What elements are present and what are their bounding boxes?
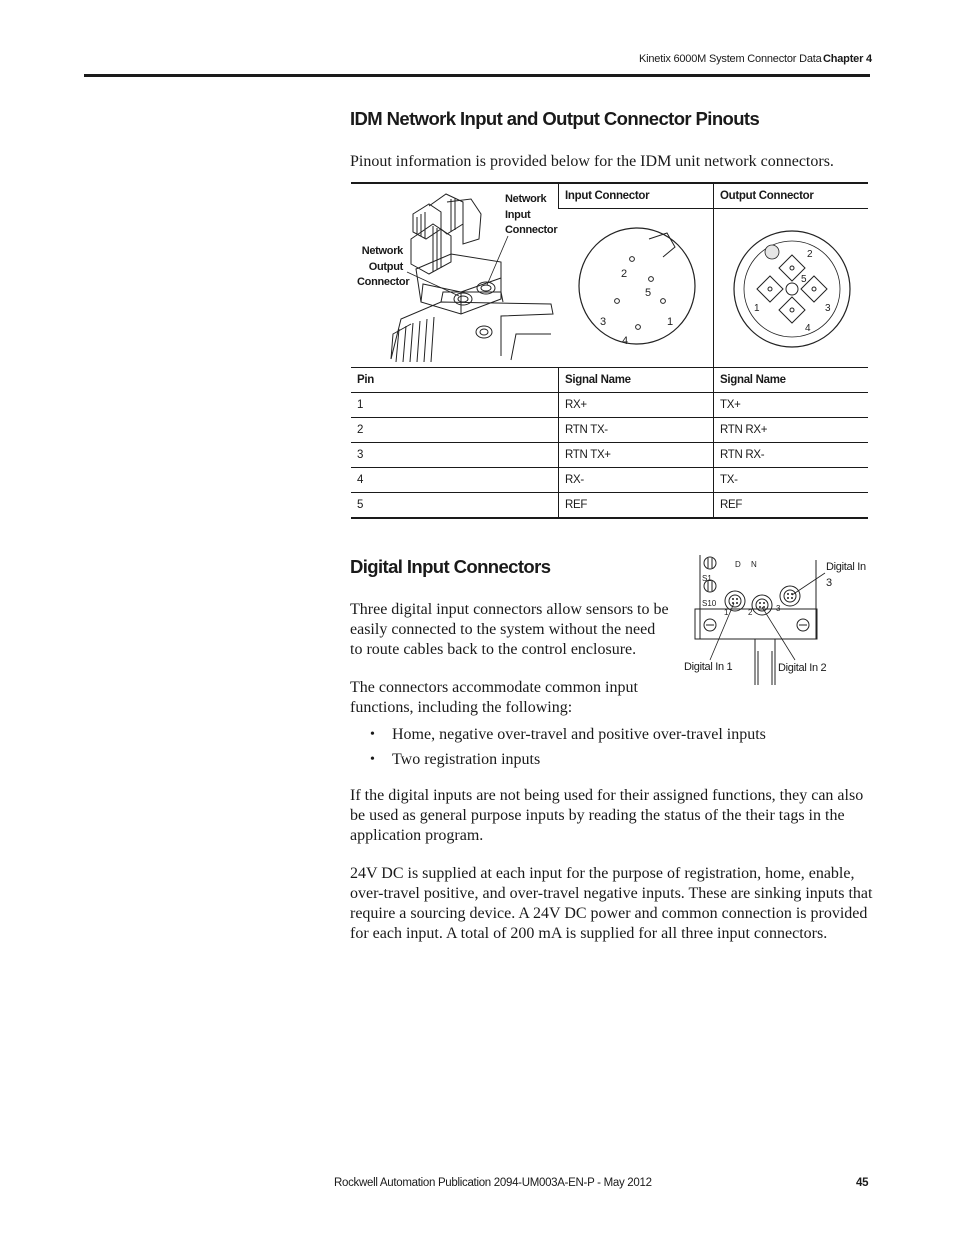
digital-paragraph-2: The connectors accommodate common input functions, including the following:: [350, 679, 638, 716]
panel-mark-1: 1: [724, 608, 729, 617]
panel-mark-s1: S1: [702, 574, 712, 583]
digital-paragraph-4: 24V DC is supplied at each input for the purpose of registration, home, enable, over-travel positive, and over-travel negative inputs. These are sinking inputs that require a sourcing device. A 24V DC power and common connection is provided for each input. A total of 200 mA is supplied for all three input connectors.: [350, 865, 873, 942]
label-digital-in-3: Digital In 3: [826, 561, 866, 589]
digital-paragraph-3: If the digital inputs are not being used for their assigned functions, they can also be used as general purpose inputs by reading the status of the their tags in the application program.: [350, 787, 864, 844]
table-row: [351, 493, 868, 519]
label-digital-in-2: Digital In 2: [778, 662, 827, 674]
section-heading-idm: IDM Network Input and Output Connector Pinouts: [350, 108, 760, 129]
running-header-title: Kinetix 6000M System Connector Data: [639, 53, 822, 65]
col-header-signal-output: Signal Name: [714, 368, 869, 393]
output-signal-cell: RTN RX+: [714, 418, 869, 443]
list-item: • Two registration inputs: [370, 747, 766, 772]
pin-cell: 1: [351, 393, 559, 418]
output-pin-label-4: 4: [805, 323, 811, 334]
pin-cell: 3: [351, 443, 559, 468]
input-pin-label-4: 4: [621, 335, 628, 347]
output-connector-diagram-cell: [714, 209, 869, 368]
col-header-signal-input: Signal Name: [559, 368, 714, 393]
input-pin-label-5: 5: [644, 287, 651, 299]
digital-functions-list: [370, 722, 766, 772]
output-pin-label-1: 1: [754, 303, 760, 314]
table-row: [351, 468, 868, 493]
pin-cell: 2: [351, 418, 559, 443]
output-signal-cell: TX-: [714, 468, 869, 493]
idm-intro-paragraph: Pinout information is provided below for the IDM unit network connectors.: [350, 153, 834, 170]
output-signal-cell: REF: [714, 493, 869, 519]
output-pin-label-5: 5: [801, 274, 807, 285]
pinout-table: [351, 182, 868, 519]
output-pin-label-3: 3: [825, 303, 831, 314]
list-item: • Home, negative over-travel and positive over-travel inputs: [370, 722, 766, 747]
panel-mark-2: 2: [748, 608, 753, 617]
idm-figure-cell: [351, 183, 559, 368]
input-signal-cell: RTN TX-: [559, 418, 714, 443]
output-connector-pin-diagram: [714, 209, 868, 364]
running-header-chapter: Chapter 4: [823, 53, 872, 65]
output-signal-cell: RTN RX-: [714, 443, 869, 468]
header-rule: [84, 74, 870, 77]
col-header-input-connector: Input Connector: [559, 183, 714, 209]
col-header-pin: Pin: [351, 368, 559, 393]
pin-cell: 4: [351, 468, 559, 493]
output-pin-label-2: 2: [807, 249, 813, 260]
label-digital-in-1: Digital In 1: [684, 661, 733, 673]
input-signal-cell: RTN TX+: [559, 443, 714, 468]
output-signal-cell: TX+: [714, 393, 869, 418]
table-row: [351, 418, 868, 443]
input-signal-cell: REF: [559, 493, 714, 519]
input-signal-cell: RX+: [559, 393, 714, 418]
panel-mark-s10: S10: [702, 599, 717, 608]
input-signal-cell: RX-: [559, 468, 714, 493]
input-pin-label-2: 2: [620, 268, 627, 280]
footer-page-number: 45: [856, 1177, 869, 1189]
footer-publication: Rockwell Automation Publication 2094-UM003A-EN-P - May 2012: [334, 1177, 652, 1189]
table-row: [351, 393, 868, 418]
input-pin-label-3: 3: [599, 316, 606, 328]
pin-cell: 5: [351, 493, 559, 519]
signal-header-row: [351, 368, 868, 393]
label-network-output-connector: Network Output Connector: [357, 245, 410, 288]
panel-mark-d: D: [735, 560, 741, 569]
input-pin-label-1: 1: [666, 316, 673, 328]
table-header-row: [351, 183, 868, 209]
section-heading-digital-inputs: Digital Input Connectors: [350, 556, 551, 577]
input-connector-pin-diagram: [559, 209, 713, 364]
table-row: [351, 443, 868, 468]
label-network-input-connector: Network Input Connector: [505, 193, 558, 236]
col-header-output-connector: Output Connector: [714, 183, 869, 209]
input-connector-diagram-cell: [559, 209, 714, 368]
digital-paragraph-1: Three digital input connectors allow sensors to be easily connected to the system without the need to route cables back to the control enclosure.: [350, 601, 669, 658]
panel-mark-n: N: [751, 560, 757, 569]
panel-mark-3: 3: [776, 604, 781, 613]
